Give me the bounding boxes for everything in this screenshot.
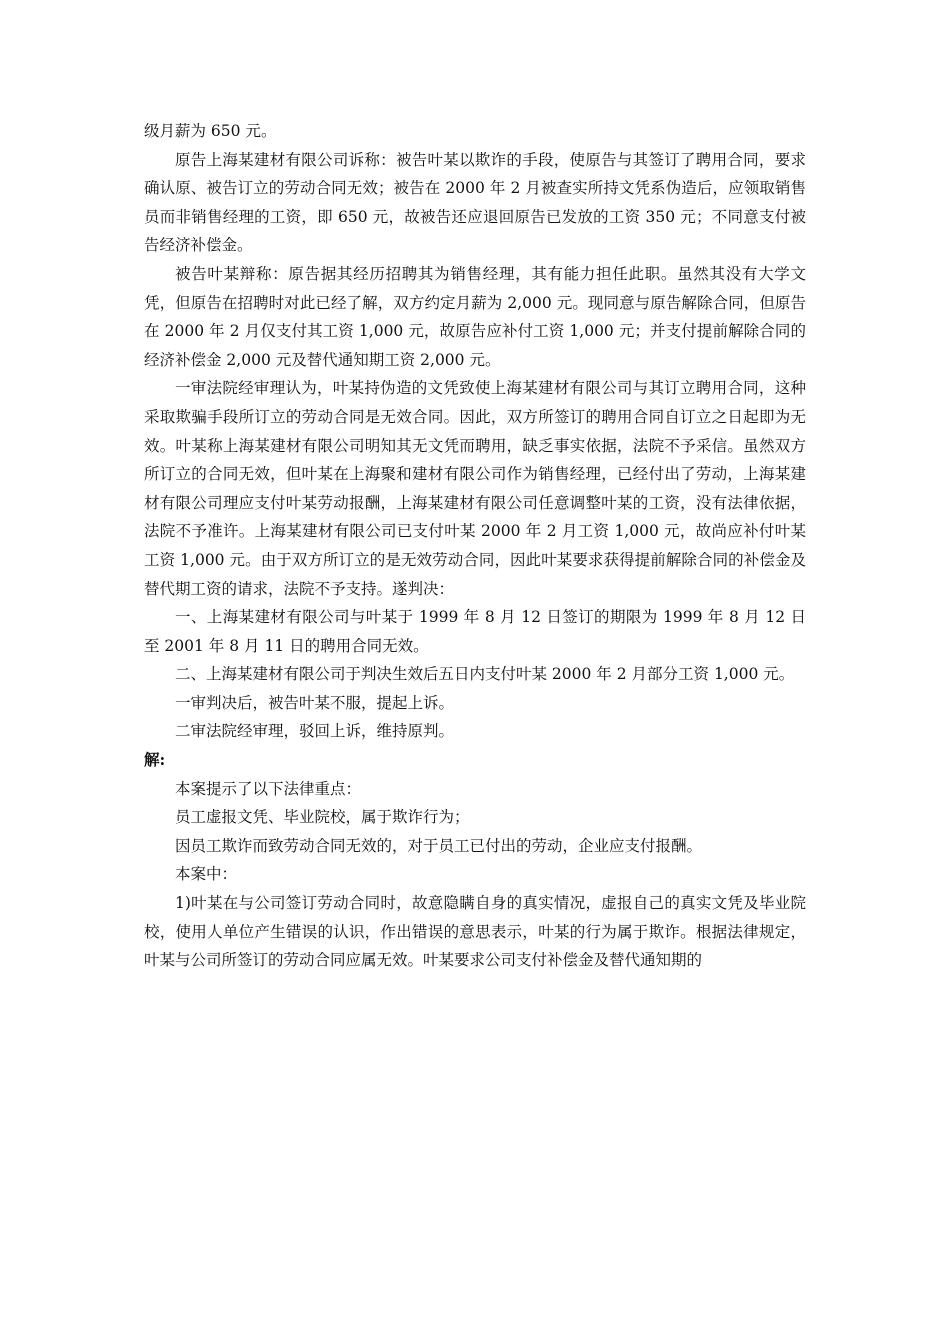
paragraph-second-instance: 二审法院经审理，驳回上诉，维持原判。 — [175, 722, 455, 741]
analysis-point-2: 因员工欺诈而致劳动合同无效的，对于员工已付出的劳动，企业应支付报酬。 — [175, 836, 703, 855]
paragraph-salary-end: 级月薪为 650 元。 — [144, 122, 277, 140]
paragraph-defendant-defense: 被告叶某辩称：原告据其经历招聘其为销售经理，其有能力担任此职。虽然其没有大学文凭，但原告在招聘时对此已经了解，双方约定月薪为 2,000 元。现同意与原告解除合同，但原告在 2000 年 2 月仅支付其工资 1,000 元，故原告应补付工资 1,000 元；并支付提前解除合同的经济补偿金 2,000 元及替代通知期工资 2,000 元。 — [144, 264, 806, 369]
analysis-intro: 本案提示了以下法律重点： — [175, 779, 362, 798]
paragraph-plaintiff-claim: 原告上海某建材有限公司诉称：被告叶某以欺诈的手段，使原告与其签订了聘用合同，要求确认原、被告订立的劳动合同无效；被告在 2000 年 2 月被查实所持文凭系伪造后，应领取销售员而非销售经理的工资，即 650 元，故被告还应退回原告已发放的工资 350 元；不同意支付被告经济补偿金。 — [144, 150, 806, 255]
paragraph-judgment-item-2: 二、上海某建材有限公司于判决生效后五日内支付叶某 2000 年 2 月部分工资 1,000 元。 — [175, 665, 795, 684]
analysis-item-1: 1)叶某在与公司签订劳动合同时，故意隐瞒自身的真实情况，虚报自己的真实文凭及毕业院校，使用人单位产生错误的认识，作出错误的意思表示，叶某的行为属于欺诈。根据法律规定，叶某与公司所签订的劳动合同应属无效。叶某要求公司支付补偿金及替代通知期的 — [144, 894, 806, 970]
analysis-point-1: 员工虚报文凭、毕业院校，属于欺诈行为； — [175, 808, 470, 827]
document-body — [144, 117, 806, 975]
paragraph-first-instance-ruling: 一审法院经审理认为，叶某持伪造的文凭致使上海某建材有限公司与其订立聘用合同，这种采取欺骗手段所订立的劳动合同是无效合同。因此，双方所签订的聘用合同自订立之日起即为无效。叶某称上海某建材有限公司明知其无文凭而聘用，缺乏事实依据，法院不予采信。虽然双方所订立的合同无效，但叶某在上海聚和建材有限公司作为销售经理，已经付出了劳动，上海某建材有限公司理应支付叶某劳动报酬，上海某建材有限公司任意调整叶某的工资，没有法律依据，法院不予准许。上海某建材有限公司已支付叶某 2000 年 2 月工资 1,000 元，故尚应补付叶某工资 1,000 元。由于双方所订立的是无效劳动合同，因此叶某要求获得提前解除合同的补偿金及替代期工资的请求，法院不予支持。遂判决： — [144, 379, 806, 598]
paragraph-judgment-item-1: 一、上海某建材有限公司与叶某于 1999 年 8 月 12 日签订的期限为 1999 年 8 月 12 日至 2001 年 8 月 11 日的聘用合同无效。 — [144, 608, 806, 655]
analysis-case-label: 本案中： — [175, 865, 238, 884]
paragraph-appeal: 一审判决后，被告叶某不服，提起上诉。 — [175, 693, 455, 712]
analysis-heading: 解: — [144, 750, 166, 770]
